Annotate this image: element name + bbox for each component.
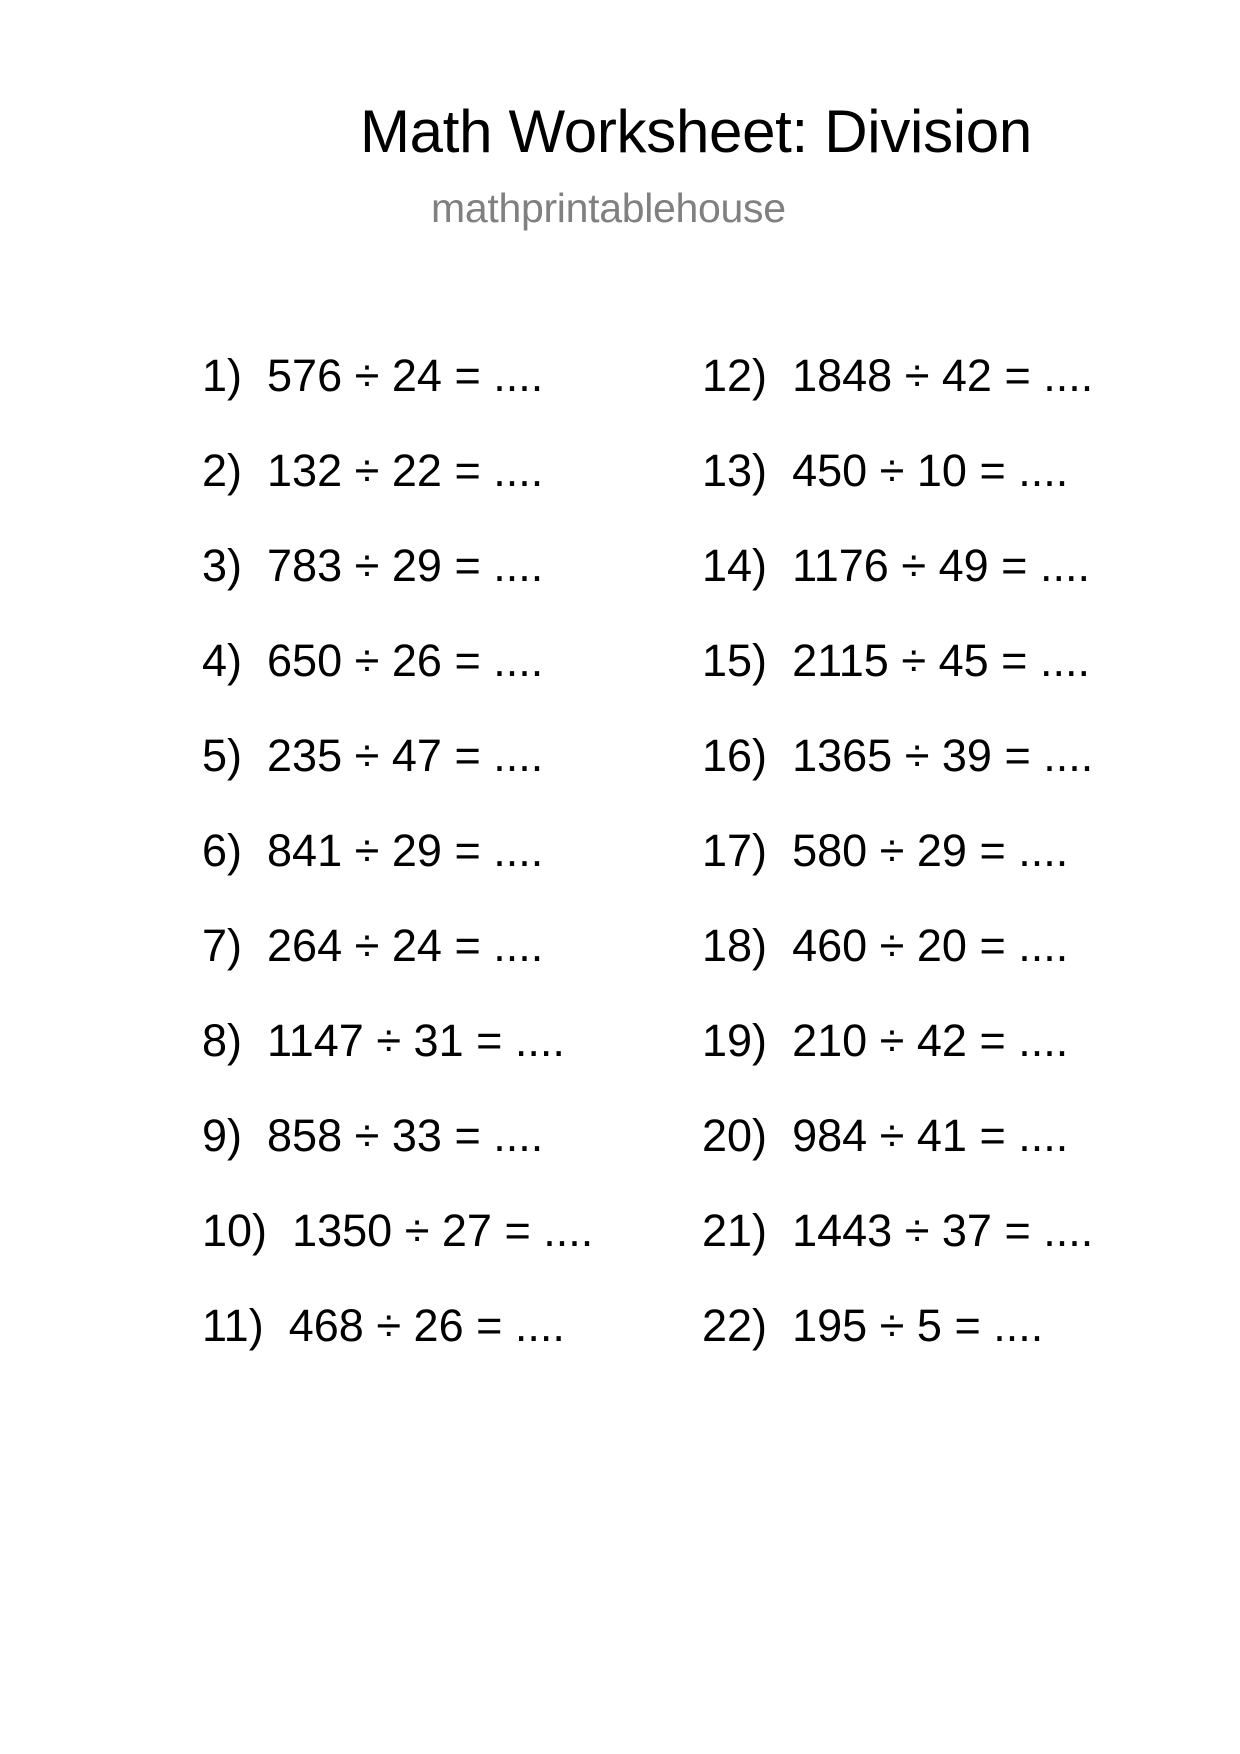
- problem-number: 9): [202, 1110, 243, 1161]
- divide-symbol: ÷: [879, 1110, 905, 1161]
- answer-blank[interactable]: ....: [1039, 635, 1090, 686]
- divide-symbol: ÷: [901, 540, 927, 591]
- divisor: 33: [391, 1110, 442, 1161]
- problem-item: [202, 1205, 593, 1300]
- answer-blank[interactable]: ....: [493, 445, 544, 496]
- problem-number: 16): [702, 730, 768, 781]
- answer-blank[interactable]: ....: [493, 920, 544, 971]
- dividend: 783: [267, 540, 343, 591]
- divisor: 41: [916, 1110, 967, 1161]
- problem-column-left: [202, 350, 593, 1395]
- problem-number: 12): [702, 350, 768, 401]
- equals-symbol: =: [1001, 635, 1028, 686]
- dividend: 580: [792, 825, 868, 876]
- equals-symbol: =: [1004, 350, 1031, 401]
- page-title: Math Worksheet: Division: [360, 98, 1032, 165]
- problem-number: 13): [702, 445, 768, 496]
- divide-symbol: ÷: [904, 350, 930, 401]
- equals-symbol: =: [476, 1300, 503, 1351]
- divisor: 27: [441, 1205, 492, 1256]
- problem-number: 5): [202, 730, 243, 781]
- equals-symbol: =: [979, 445, 1006, 496]
- divisor: 37: [941, 1205, 992, 1256]
- equals-symbol: =: [454, 635, 481, 686]
- problem-item: [702, 540, 1093, 635]
- equals-symbol: =: [979, 1015, 1006, 1066]
- divide-symbol: ÷: [404, 1205, 430, 1256]
- equals-symbol: =: [476, 1015, 503, 1066]
- answer-blank[interactable]: ....: [493, 540, 544, 591]
- equals-symbol: =: [1004, 730, 1031, 781]
- problem-number: 17): [702, 825, 768, 876]
- divide-symbol: ÷: [354, 825, 380, 876]
- problem-number: 21): [702, 1205, 768, 1256]
- divide-symbol: ÷: [354, 445, 380, 496]
- dividend: 210: [792, 1015, 868, 1066]
- problem-item: [702, 635, 1093, 730]
- divisor: 24: [391, 350, 442, 401]
- problem-item: [702, 1015, 1093, 1110]
- problem-number: 19): [702, 1015, 768, 1066]
- answer-blank[interactable]: ....: [514, 1300, 565, 1351]
- answer-blank[interactable]: ....: [1018, 825, 1069, 876]
- equals-symbol: =: [454, 350, 481, 401]
- answer-blank[interactable]: ....: [493, 350, 544, 401]
- problem-number: 11): [202, 1300, 264, 1351]
- equals-symbol: =: [454, 1110, 481, 1161]
- problem-number: 8): [202, 1015, 243, 1066]
- dividend: 650: [267, 635, 343, 686]
- problem-number: 14): [702, 540, 768, 591]
- problem-item: [202, 1110, 593, 1205]
- dividend: 195: [792, 1300, 868, 1351]
- answer-blank[interactable]: ....: [493, 730, 544, 781]
- problem-item: [702, 825, 1093, 920]
- problem-number: 1): [202, 350, 243, 401]
- equals-symbol: =: [1001, 540, 1028, 591]
- problem-item: [202, 540, 593, 635]
- divide-symbol: ÷: [354, 635, 380, 686]
- equals-symbol: =: [1004, 1205, 1031, 1256]
- answer-blank[interactable]: ....: [1018, 920, 1069, 971]
- divide-symbol: ÷: [354, 540, 380, 591]
- divisor: 45: [938, 635, 989, 686]
- divide-symbol: ÷: [354, 730, 380, 781]
- dividend: 264: [267, 920, 343, 971]
- divide-symbol: ÷: [879, 825, 905, 876]
- answer-blank[interactable]: ....: [993, 1300, 1044, 1351]
- problem-number: 2): [202, 445, 243, 496]
- divisor: 29: [916, 825, 967, 876]
- equals-symbol: =: [979, 920, 1006, 971]
- divisor: 29: [391, 540, 442, 591]
- dividend: 1350: [292, 1205, 393, 1256]
- divide-symbol: ÷: [879, 1300, 905, 1351]
- equals-symbol: =: [979, 825, 1006, 876]
- divide-symbol: ÷: [879, 1015, 905, 1066]
- problem-number: 15): [702, 635, 768, 686]
- problem-item: [202, 920, 593, 1015]
- problem-number: 7): [202, 920, 243, 971]
- equals-symbol: =: [504, 1205, 531, 1256]
- problem-item: [702, 730, 1093, 825]
- answer-blank[interactable]: ....: [1043, 1205, 1094, 1256]
- problem-number: 6): [202, 825, 243, 876]
- problem-item: [202, 1300, 593, 1395]
- answer-blank[interactable]: ....: [493, 635, 544, 686]
- problem-item: [702, 445, 1093, 540]
- dividend: 1443: [792, 1205, 893, 1256]
- dividend: 132: [267, 445, 343, 496]
- answer-blank[interactable]: ....: [1018, 445, 1069, 496]
- problem-item: [702, 1300, 1093, 1395]
- divide-symbol: ÷: [354, 1110, 380, 1161]
- divide-symbol: ÷: [354, 920, 380, 971]
- problem-item: [202, 825, 593, 920]
- dividend: 576: [267, 350, 343, 401]
- divide-symbol: ÷: [879, 920, 905, 971]
- divisor: 29: [391, 825, 442, 876]
- answer-blank[interactable]: ....: [493, 1110, 544, 1161]
- divisor: 26: [391, 635, 442, 686]
- problem-item: [202, 350, 593, 445]
- dividend: 1365: [792, 730, 893, 781]
- problem-number: 10): [202, 1205, 268, 1256]
- dividend: 1147: [267, 1015, 364, 1066]
- equals-symbol: =: [454, 445, 481, 496]
- dividend: 1176: [792, 540, 889, 591]
- divide-symbol: ÷: [904, 1205, 930, 1256]
- divisor: 42: [916, 1015, 967, 1066]
- divide-symbol: ÷: [354, 350, 380, 401]
- divide-symbol: ÷: [904, 730, 930, 781]
- answer-blank[interactable]: ....: [543, 1205, 594, 1256]
- answer-blank[interactable]: ....: [493, 825, 544, 876]
- dividend: 841: [267, 825, 343, 876]
- equals-symbol: =: [454, 730, 481, 781]
- problem-item: [202, 1015, 593, 1110]
- divide-symbol: ÷: [879, 445, 905, 496]
- problem-number: 4): [202, 635, 243, 686]
- problem-number: 18): [702, 920, 768, 971]
- dividend: 984: [792, 1110, 868, 1161]
- dividend: 1848: [792, 350, 893, 401]
- divisor: 22: [391, 445, 442, 496]
- dividend: 450: [792, 445, 868, 496]
- problem-number: 20): [702, 1110, 768, 1161]
- equals-symbol: =: [454, 825, 481, 876]
- equals-symbol: =: [454, 920, 481, 971]
- dividend: 235: [267, 730, 343, 781]
- divisor: 49: [938, 540, 989, 591]
- divisor: 39: [941, 730, 992, 781]
- divisor: 42: [941, 350, 992, 401]
- problem-item: [702, 1205, 1093, 1300]
- dividend: 858: [267, 1110, 343, 1161]
- divisor: 31: [413, 1015, 464, 1066]
- problem-item: [702, 350, 1093, 445]
- answer-blank[interactable]: ....: [1018, 1110, 1069, 1161]
- answer-blank[interactable]: ....: [1039, 540, 1090, 591]
- problem-item: [702, 1110, 1093, 1205]
- divisor: 20: [916, 920, 967, 971]
- problem-item: [202, 445, 593, 540]
- answer-blank[interactable]: ....: [1043, 730, 1094, 781]
- answer-blank[interactable]: ....: [1043, 350, 1094, 401]
- divisor: 24: [391, 920, 442, 971]
- divisor: 47: [391, 730, 442, 781]
- divisor: 5: [916, 1300, 942, 1351]
- divide-symbol: ÷: [376, 1300, 402, 1351]
- problem-number: 3): [202, 540, 243, 591]
- dividend: 468: [288, 1300, 364, 1351]
- dividend: 2115: [792, 635, 889, 686]
- problem-item: [702, 920, 1093, 1015]
- problem-number: 22): [702, 1300, 768, 1351]
- problem-item: [202, 635, 593, 730]
- equals-symbol: =: [454, 540, 481, 591]
- divide-symbol: ÷: [901, 635, 927, 686]
- problem-column-right: [702, 350, 1093, 1395]
- answer-blank[interactable]: ....: [1018, 1015, 1069, 1066]
- problem-item: [202, 730, 593, 825]
- divide-symbol: ÷: [376, 1015, 402, 1066]
- dividend: 460: [792, 920, 868, 971]
- divisor: 10: [916, 445, 967, 496]
- page-subtitle: mathprintablehouse: [431, 185, 786, 231]
- divisor: 26: [413, 1300, 464, 1351]
- equals-symbol: =: [954, 1300, 981, 1351]
- answer-blank[interactable]: ....: [514, 1015, 565, 1066]
- equals-symbol: =: [979, 1110, 1006, 1161]
